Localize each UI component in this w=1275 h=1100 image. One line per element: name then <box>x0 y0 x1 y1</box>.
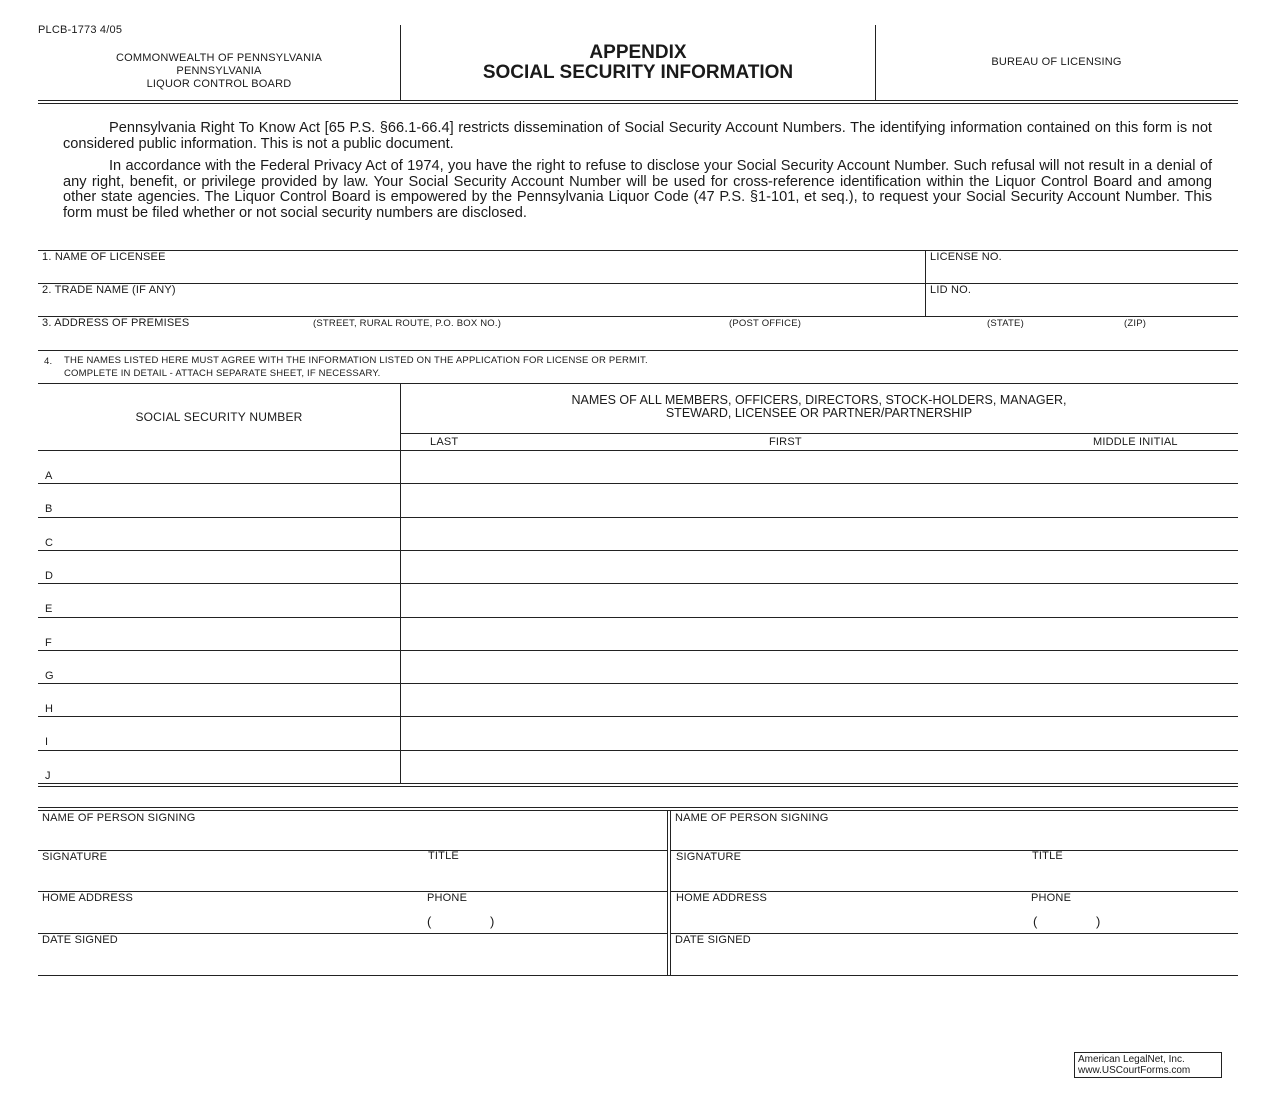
right-date-signed-field[interactable] <box>671 947 1237 974</box>
header-rule-bottom <box>38 103 1238 104</box>
col-middle-initial-label: MIDDLE INITIAL <box>1093 436 1178 448</box>
member-name-field-g[interactable] <box>402 652 1236 681</box>
rule-signature-top-2 <box>38 810 1238 811</box>
left-date-signed-field[interactable] <box>38 947 666 974</box>
right-name-of-person-signing-label: NAME OF PERSON SIGNING <box>675 812 829 824</box>
right-phone-field[interactable] <box>1040 905 1237 932</box>
ssn-field-e[interactable] <box>58 585 398 614</box>
right-name-of-person-signing-field[interactable] <box>671 826 1237 849</box>
trade-name-field[interactable] <box>38 296 924 316</box>
right-phone-label: PHONE <box>1031 892 1072 904</box>
agency-line-2: PENNSYLVANIA <box>176 65 262 77</box>
left-phone-label: PHONE <box>427 892 468 904</box>
rule-field-2-top <box>38 283 1238 284</box>
left-date-signed-label: DATE SIGNED <box>42 934 118 946</box>
agency-line-3: LIQUOR CONTROL BOARD <box>146 78 292 90</box>
header-rule-top <box>38 100 1238 101</box>
right-signature-field[interactable] <box>671 864 1027 891</box>
row-divider <box>38 583 1238 584</box>
right-rule-date-signed <box>670 933 1238 934</box>
rule-rows-top <box>38 450 1238 451</box>
row-divider <box>38 550 1238 551</box>
ssn-field-j[interactable] <box>58 752 398 781</box>
post-office-sublabel: (POST OFFICE) <box>729 318 802 329</box>
ssn-field-f[interactable] <box>58 619 398 648</box>
section-4-line-2: COMPLETE IN DETAIL - ATTACH SEPARATE SHEET, IF NECESSARY. <box>64 368 381 379</box>
row-letter-i: I <box>45 736 49 749</box>
row-letter-c: C <box>45 536 54 549</box>
left-rule-signature <box>38 850 667 851</box>
left-rule-date-signed <box>38 933 667 934</box>
zip-sublabel: (ZIP) <box>1124 318 1147 329</box>
col-last-label: LAST <box>430 436 459 448</box>
rule-signature-top-1 <box>38 807 1238 808</box>
left-name-of-person-signing-label: NAME OF PERSON SIGNING <box>42 812 196 824</box>
member-name-field-e[interactable] <box>402 585 1236 614</box>
right-signature-label: SIGNATURE <box>676 851 742 863</box>
signature-divider-a <box>667 810 668 975</box>
rule-table-bottom-1 <box>38 783 1238 784</box>
trade-name-label: 2. TRADE NAME (IF ANY) <box>42 284 176 296</box>
member-name-field-f[interactable] <box>402 619 1236 648</box>
name-of-licensee-field[interactable] <box>38 263 924 283</box>
address-field[interactable] <box>38 330 1237 350</box>
row-letter-f: F <box>45 636 52 649</box>
names-header-line-2: STEWARD, LICENSEE OR PARTNER/PARTNERSHIP <box>665 406 973 420</box>
rule-field-3-top <box>38 316 1238 317</box>
ssn-field-d[interactable] <box>58 552 398 581</box>
member-name-field-j[interactable] <box>402 752 1236 781</box>
left-title-field[interactable] <box>426 864 666 891</box>
state-sublabel: (STATE) <box>987 318 1024 329</box>
rule-signature-bottom <box>38 975 1238 976</box>
intro-paragraph-2 <box>63 159 1212 221</box>
form-id: PLCB-1773 4/05 <box>38 24 123 36</box>
member-name-field-d[interactable] <box>402 552 1236 581</box>
left-title-label: TITLE <box>428 850 459 862</box>
footer-line-1: American LegalNet, Inc. <box>1078 1054 1185 1065</box>
address-label: 3. ADDRESS OF PREMISES <box>42 317 190 329</box>
col-first-label: FIRST <box>769 436 802 448</box>
title-line-1: APPENDIX <box>589 42 687 63</box>
intro-text-2: In accordance with the Federal Privacy Act of 1974, you have the right to refuse to disclose your Social Security Account Number. Such refusal will not result in a denial of any right, benefit, or privilege provided by law. Your Social Security Account Number will be used for cross-reference identification within the Liquor Control Board and among other state agencies. The Liquor Control Board is empowered by the Pennsylvania Liquor Code (47 P.S. §1-101, et seq.), to request your Social Security Account Number. This form must be filed whether or not social security numbers are disclosed. <box>63 158 1212 221</box>
rule-subheader <box>400 433 1238 434</box>
row-letter-g: G <box>45 669 54 682</box>
section-4-line-1: THE NAMES LISTED HERE MUST AGREE WITH THE INFORMATION LISTED ON THE APPLICATION FOR LICENSE OR PERMIT. <box>64 355 648 366</box>
member-name-field-h[interactable] <box>402 685 1236 714</box>
right-rule-signature <box>670 850 1238 851</box>
footer-line-2: www.USCourtForms.com <box>1078 1065 1191 1076</box>
ssn-field-i[interactable] <box>58 718 398 747</box>
right-home-address-field[interactable] <box>671 905 1027 932</box>
agency-line-1: COMMONWEALTH OF PENNSYLVANIA <box>115 52 323 64</box>
right-home-address-label: HOME ADDRESS <box>676 892 768 904</box>
left-name-of-person-signing-field[interactable] <box>38 826 666 849</box>
page-title <box>401 43 875 83</box>
left-home-address-field[interactable] <box>38 905 423 932</box>
lid-no-field[interactable] <box>926 296 1237 316</box>
names-column-header <box>401 394 1237 420</box>
name-of-licensee-label: 1. NAME OF LICENSEE <box>42 251 166 263</box>
rule-table-top <box>38 383 1238 384</box>
row-letter-a: A <box>45 470 53 482</box>
row-divider <box>38 716 1238 717</box>
footer-watermark <box>1074 1052 1222 1078</box>
ssn-column-header: SOCIAL SECURITY NUMBER <box>135 410 303 424</box>
right-title-field[interactable] <box>1030 864 1237 891</box>
agency-name <box>38 52 400 91</box>
right-phone-open-paren: ( <box>1033 914 1038 929</box>
section-4-instructions <box>64 354 648 380</box>
row-divider <box>38 483 1238 484</box>
section-4-number: 4. <box>44 356 53 367</box>
left-home-address-label: HOME ADDRESS <box>42 892 134 904</box>
member-name-field-c[interactable] <box>402 519 1236 548</box>
license-no-label: LICENSE NO. <box>930 251 1002 263</box>
right-title-label: TITLE <box>1032 850 1063 862</box>
row-letter-d: D <box>45 569 54 582</box>
lid-no-label: LID NO. <box>930 284 972 296</box>
right-date-signed-label: DATE SIGNED <box>675 934 751 946</box>
row-letter-h: H <box>45 703 54 716</box>
row-letter-b: B <box>45 503 53 516</box>
left-phone-open-paren: ( <box>427 914 432 929</box>
left-signature-label: SIGNATURE <box>42 851 108 863</box>
title-line-2: SOCIAL SECURITY INFORMATION <box>482 62 794 83</box>
intro-text-1: Pennsylvania Right To Know Act [65 P.S. §66.1-66.4] restricts dissemination of Social Security Account Numbers. The identifying information contained on this form is not considered public information. This is not a public document. <box>63 120 1212 152</box>
left-phone-close-paren: ) <box>490 914 495 929</box>
names-header-line-1: NAMES OF ALL MEMBERS, OFFICERS, DIRECTORS, STOCK-HOLDERS, MANAGER, <box>571 393 1067 407</box>
street-sublabel: (STREET, RURAL ROUTE, P.O. BOX NO.) <box>313 318 502 329</box>
left-signature-field[interactable] <box>38 864 423 891</box>
ssn-field-b[interactable] <box>58 485 398 514</box>
rule-table-bottom-2 <box>38 786 1238 787</box>
right-phone-close-paren: ) <box>1096 914 1101 929</box>
rule-section-4-top <box>38 350 1238 351</box>
intro-paragraph-1 <box>63 121 1212 152</box>
ssn-field-g[interactable] <box>58 652 398 681</box>
member-name-field-b[interactable] <box>402 485 1236 514</box>
member-name-field-i[interactable] <box>402 718 1236 747</box>
ssn-field-h[interactable] <box>58 685 398 714</box>
row-divider <box>38 683 1238 684</box>
license-no-field[interactable] <box>926 263 1237 283</box>
row-letter-j: J <box>45 769 51 782</box>
ssn-field-c[interactable] <box>58 519 398 548</box>
member-name-field-a[interactable] <box>402 452 1236 481</box>
bureau-name: BUREAU OF LICENSING <box>991 56 1122 68</box>
rule-field-1-top <box>38 250 1238 251</box>
row-letter-e: E <box>45 603 53 616</box>
ssn-field-a[interactable] <box>58 452 398 481</box>
left-phone-field[interactable] <box>434 905 666 932</box>
